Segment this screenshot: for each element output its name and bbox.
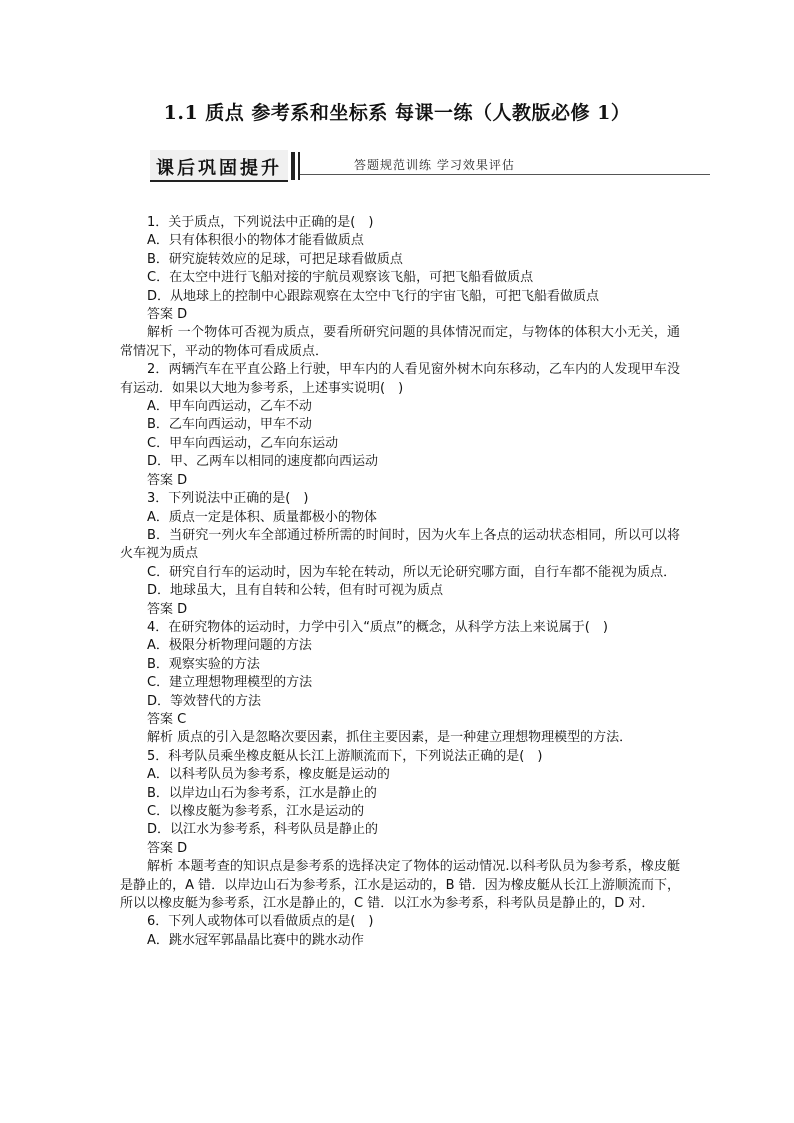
banner-label: 课后巩固提升	[156, 158, 282, 179]
text-line: 6．下列人或物体可以看做质点的是( )	[147, 914, 374, 930]
text-line: C．以橡皮艇为参考系，江水是运动的	[147, 804, 365, 819]
text-line: D．地球虽大，且有自转和公转，但有时可视为质点	[147, 583, 444, 599]
text-line: A．甲车向西运动，乙车不动	[147, 399, 312, 415]
text-line: B．当研究一列火车全部通过桥所需的时间时，因为火车上各点的运动状态相同，所以可以将火车视为质点	[120, 527, 680, 562]
text-line: D．从地球上的控制中心跟踪观察在太空中飞行的宇宙飞船，可把飞船看做质点	[147, 288, 600, 304]
text-line: A．质点一定是体积、质量都极小的物体	[147, 509, 377, 525]
text-line: A．只有体积很小的物体才能看做质点	[147, 233, 364, 249]
section-banner	[150, 150, 710, 182]
text-line: A．跳水冠军郭晶晶比赛中的跳水动作	[147, 932, 364, 948]
banner-divider-thin	[298, 152, 300, 180]
text-line: B．乙车向西运动，甲车不动	[147, 417, 312, 433]
page-title: 1.1 质点 参考系和坐标系 每课一练（人教版必修 1）	[163, 102, 631, 124]
text-line: B．研究旋转效应的足球，可把足球看做质点	[147, 251, 403, 267]
banner-label-box	[150, 150, 288, 182]
text-line: 5．科考队员乘坐橡皮艇从长江上游顺流而下，下列说法正确的是( )	[147, 748, 543, 764]
text-line: 3．下列说法中正确的是( )	[147, 491, 309, 507]
text-line: 答案 D	[147, 307, 188, 323]
text-line: 4．在研究物体的运动时，力学中引入“质点”的概念，从科学方法上来说属于( )	[147, 619, 608, 635]
text-line: D．甲、乙两车以相同的速度都向西运动	[147, 454, 379, 470]
banner-rule	[300, 174, 710, 175]
text-line: B．观察实验的方法	[147, 656, 260, 672]
text-line: A．极限分析物理问题的方法	[147, 638, 312, 654]
text-line: C．甲车向西运动，乙车向东运动	[147, 435, 339, 451]
text-line: 答案 D	[147, 601, 188, 617]
text-line: D．以江水为参考系，科考队员是静止的	[147, 822, 379, 838]
banner-divider-thick	[291, 152, 295, 180]
exercise-content	[120, 214, 680, 950]
text-line: 解析 本题考查的知识点是参考系的选择决定了物体的运动情况.以科考队员为参考系，橡皮艇是静止的，A 错．以岸边山石为参考系，江水是运动的，B 错．因为橡皮艇从长江上游顺流而下，所以以橡皮艇为参考系，江水是静止的，C 错．以江水为参考系，科考队员是静止的，D 对．	[120, 859, 680, 912]
text-line: 答案 C	[147, 711, 187, 727]
text-line: C．研究自行车的运动时，因为车轮在转动，所以无论研究哪方面，自行车都不能视为质点．	[147, 564, 677, 580]
text-line: 解析 一个物体可否视为质点，要看所研究问题的具体情况而定，与物体的体积大小无关，通常情况下，平动的物体可看成质点．	[120, 325, 680, 359]
banner-subtitle: 答题规范训练 学习效果评估	[354, 158, 515, 172]
text-line: 答案 D	[147, 472, 188, 488]
text-line: 答案 D	[147, 840, 188, 856]
text-line: 解析 质点的引入是忽略次要因素，抓住主要因素，是一种建立理想物理模型的方法．	[147, 730, 633, 746]
text-line: D．等效替代的方法	[147, 693, 262, 709]
text-line: A．以科考队员为参考系，橡皮艇是运动的	[147, 767, 390, 783]
text-line: 2．两辆汽车在平直公路上行驶，甲车内的人看见窗外树木向东移动，乙车内的人发现甲车没有运动．如果以大地为参考系，上述事实说明( )	[120, 362, 680, 396]
text-line: 1．关于质点，下列说法中正确的是( )	[147, 215, 374, 230]
text-line: C．建立理想物理模型的方法	[147, 675, 313, 691]
text-line: B．以岸边山石为参考系，江水是静止的	[147, 785, 377, 801]
text-line: C．在太空中进行飞船对接的宇航员观察该飞船，可把飞船看做质点	[147, 270, 534, 286]
